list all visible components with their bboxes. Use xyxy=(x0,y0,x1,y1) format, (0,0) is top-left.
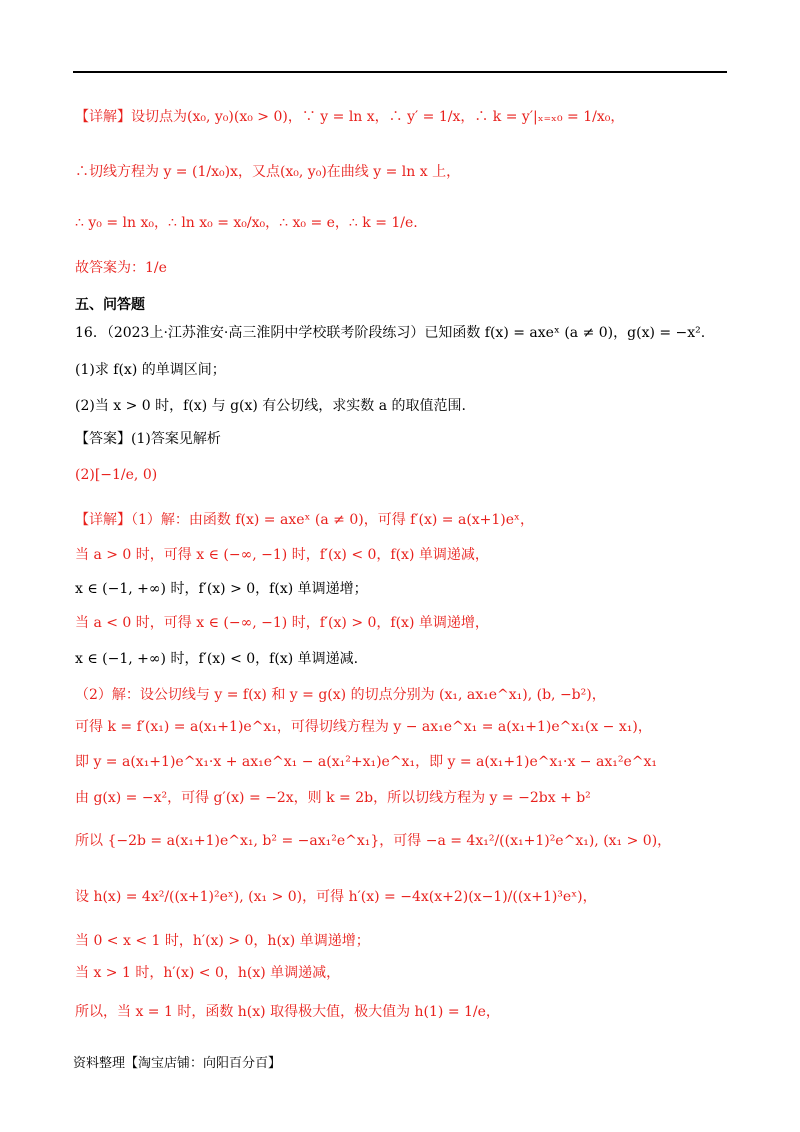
solution-line-2: 当 a > 0 时，可得 x ∈ (−∞, −1) 时，f′(x) < 0，f(x) 单调递减， xyxy=(75,547,489,563)
part2-h-function: 设 h(x) = 4x²/((x+1)²eˣ), (x₁ > 0)，可得 h′(x) = −4x(x+2)(x−1)/((x+1)³eˣ)， xyxy=(75,889,597,905)
solution-line-5: x ∈ (−1, +∞) 时，f′(x) < 0，f(x) 单调递减. xyxy=(75,651,359,667)
detail-line-2: ∴切线方程为 y = (1/x₀)x，又点(x₀, y₀)在曲线 y = ln x 上， xyxy=(75,164,461,180)
solution-line-1: 【详解】（1）解：由函数 f(x) = axeˣ (a ≠ 0)，可得 f′(x) = a(x+1)eˣ， xyxy=(75,512,534,528)
header-rule xyxy=(73,71,727,73)
detail-line-3: ∴ y₀ = ln x₀，∴ ln x₀ = x₀/x₀，∴ x₀ = e，∴ k = 1/e. xyxy=(75,215,418,231)
footer-source: 资料整理【淘宝店铺：向阳百分百】 xyxy=(73,1056,282,1071)
part2-increasing: 当 0 < x < 1 时，h′(x) > 0，h(x) 单调递增； xyxy=(75,933,370,949)
question-1: (1)求 f(x) 的单调区间； xyxy=(75,362,226,378)
problem-statement: 16．（2023上·江苏淮安·高三淮阴中学校联考阶段练习）已知函数 f(x) = axeˣ (a ≠ 0)，g(x) = −x². xyxy=(75,325,706,341)
answer-1: 【答案】(1)答案见解析 xyxy=(75,431,221,447)
part2-line-1: （2）解：设公切线与 y = f(x) 和 y = g(x) 的切点分别为 (x₁, ax₁e^x₁), (b, −b²)， xyxy=(75,687,606,703)
section-heading: 五、问答题 xyxy=(75,297,145,313)
part2-line-2: 可得 k = f′(x₁) = a(x₁+1)e^x₁，可得切线方程为 y − ax₁e^x₁ = a(x₁+1)e^x₁(x − x₁)， xyxy=(75,719,652,735)
part2-line-3: 即 y = a(x₁+1)e^x₁·x + ax₁e^x₁ − a(x₁²+x₁)e^x₁，即 y = a(x₁+1)e^x₁·x − ax₁²e^x₁ xyxy=(75,754,657,770)
answer-line: 故答案为：1/e xyxy=(75,260,167,276)
solution-line-3: x ∈ (−1, +∞) 时，f′(x) > 0，f(x) 单调递增； xyxy=(75,581,368,597)
part2-system: 所以 {−2b = a(x₁+1)e^x₁, b² = −ax₁²e^x₁}，可得 −a = 4x₁²/((x₁+1)²e^x₁), (x₁ > 0)， xyxy=(75,833,672,849)
question-2: (2)当 x > 0 时，f(x) 与 g(x) 有公切线，求实数 a 的取值范围. xyxy=(75,398,466,414)
answer-2: (2)[−1/e, 0) xyxy=(75,467,158,483)
detail-line-1: 【详解】设切点为(x₀, y₀)(x₀ > 0)，∵ y = ln x，∴ y′ = 1/x，∴ k = y′|ₓ₌ₓ₀ = 1/x₀， xyxy=(75,109,625,125)
part2-maximum: 所以，当 x = 1 时，函数 h(x) 取得极大值，极大值为 h(1) = 1/e， xyxy=(75,1004,500,1020)
part2-line-4: 由 g(x) = −x²，可得 g′(x) = −2x，则 k = 2b，所以切线方程为 y = −2bx + b² xyxy=(75,790,591,806)
solution-line-4: 当 a < 0 时，可得 x ∈ (−∞, −1) 时，f′(x) > 0，f(x) 单调递增， xyxy=(75,615,489,631)
part2-decreasing: 当 x > 1 时，h′(x) < 0，h(x) 单调递减， xyxy=(75,965,341,981)
